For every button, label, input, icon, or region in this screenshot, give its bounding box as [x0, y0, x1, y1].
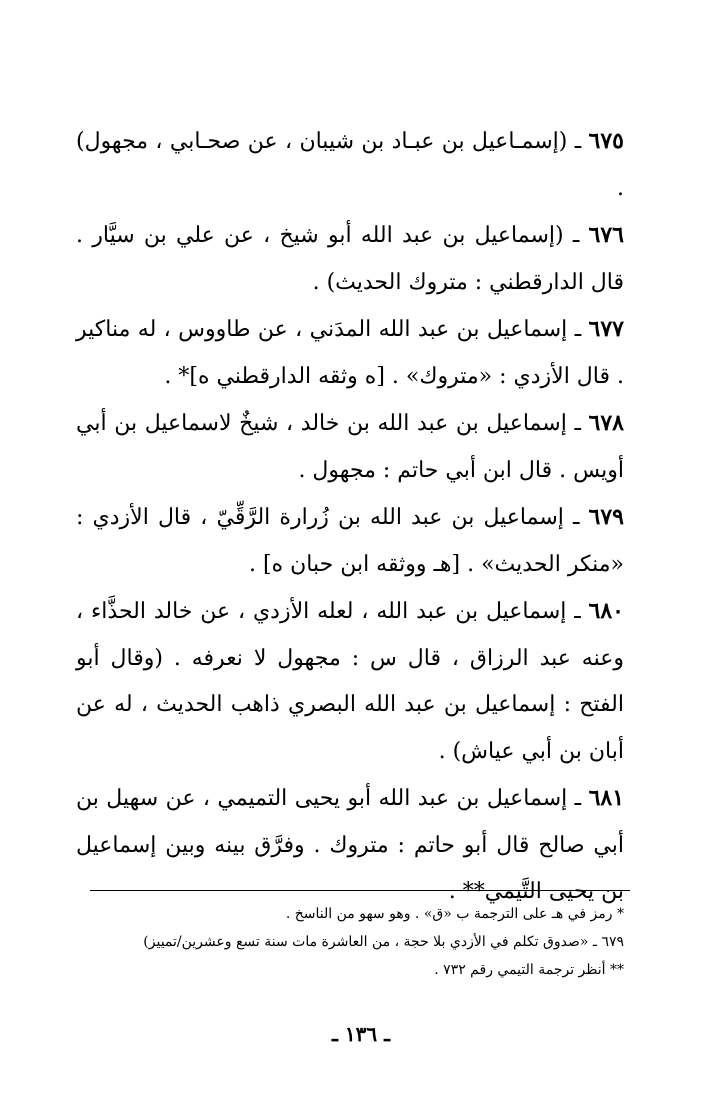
- entry-677: ٦٧٧ ـ إسماعيل بن عبد الله المدَني ، عن طاووس ، له مناكير . قال الأزدي : «متروك» . [ه وثقه الدارقطني ه]* .: [76, 316, 624, 389]
- footnote-2: ٦٧٩ ـ «صدوق تكلم في الأزدي بلا حجة ، من العاشرة مات سنة تسع وعشرين/تمييز): [143, 934, 624, 950]
- entry-number: ٦٨١: [588, 785, 625, 811]
- footnote-1: * رمز في هـ على الترجمة ب «ق» . وهو سهو من الناسخ .: [285, 906, 624, 922]
- entry-675: ٦٧٥ ـ (إسمـاعيل بن عبـاد بن شيبان ، عن صحـابي ، مجهول) .: [76, 128, 624, 201]
- entry-680: ٦٨٠ ـ إسماعيل بن عبد الله ، لعله الأزدي ، عن خالد الحذَّاء ، وعنه عبد الرزاق ، قال س : مجهول لا نعرفه . (وقال أبو الفتح : إسماعيل بن عبد الله البصري ذاهب الحديث ، له عن أبان بن أبي عياش) .: [76, 598, 624, 764]
- entry-text: إسماعيل بن عبد الله بن خالد ، شيخٌ لاسماعيل بن أبي أويس . قال ابن أبي حاتم : مجهول .: [76, 411, 624, 483]
- footnotes: [76, 900, 624, 984]
- entry-number: ٦٧٧: [588, 316, 624, 342]
- entry-text: (إسمـاعيل بن عبـاد بن شيبان ، عن صحـابي ، مجهول) .: [76, 129, 624, 201]
- entry-number: ٦٧٥: [588, 128, 624, 154]
- entry-number: ٦٧٩: [588, 504, 624, 530]
- entries-body: [76, 118, 624, 916]
- entry-number: ٦٧٨: [588, 410, 624, 436]
- entry-text: إسماعيل بن عبد الله المدَني ، عن طاووس ، له مناكير . قال الأزدي : «متروك» . [ه وثقه الدارقطني ه]* .: [76, 317, 624, 389]
- entry-676: ٦٧٦ ـ (إسماعيل بن عبد الله أبو شيخ ، عن علي بن سيَّار . قال الدارقطني : متروك الحديث) .: [76, 222, 624, 295]
- entry-678: ٦٧٨ ـ إسماعيل بن عبد الله بن خالد ، شيخٌ لاسماعيل بن أبي أويس . قال ابن أبي حاتم : مجهول .: [76, 410, 624, 483]
- entry-number: ٦٧٦: [588, 222, 624, 248]
- entry-679: ٦٧٩ ـ إسماعيل بن عبد الله بن زُرارة الرَّقِّيّ ، قال الأزدي : «منكر الحديث» . [هـ ووثقه ابن حبان ه] .: [76, 504, 624, 577]
- entry-text: إسماعيل بن عبد الله ، لعله الأزدي ، عن خالد الحذَّاء ، وعنه عبد الرزاق ، قال س : مجهول لا نعرفه . (وقال أبو الفتح : إسماعيل بن عبد الله البصري ذاهب الحديث ، له عن أبان بن أبي عياش) .: [76, 599, 624, 764]
- footnote-3: ** أنظر ترجمة التيمي رقم ٧٣٢ .: [434, 962, 624, 978]
- entry-text: إسماعيل بن عبد الله بن زُرارة الرَّقِّيّ ، قال الأزدي : «منكر الحديث» . [هـ ووثقه ابن حبان ه] .: [76, 505, 624, 577]
- page-number: ـ ١٣٦ ـ: [332, 1022, 390, 1046]
- footnote-divider: [90, 890, 630, 891]
- entry-text: (إسماعيل بن عبد الله أبو شيخ ، عن علي بن سيَّار . قال الدارقطني : متروك الحديث) .: [76, 223, 624, 295]
- entry-681: ٦٨١ ـ إسماعيل بن عبد الله أبو يحيى التميمي ، عن سهيل بن أبي صالح قال أبو حاتم : متروك . وفرَّق بينه وبين إسماعيل بن يحيى التَّيمي** .: [76, 785, 625, 904]
- entry-number: ٦٨٠: [588, 598, 624, 624]
- entry-text: إسماعيل بن عبد الله أبو يحيى التميمي ، عن سهيل بن أبي صالح قال أبو حاتم : متروك . وفرَّق بينه وبين إسماعيل بن يحيى التَّيمي** .: [76, 786, 624, 904]
